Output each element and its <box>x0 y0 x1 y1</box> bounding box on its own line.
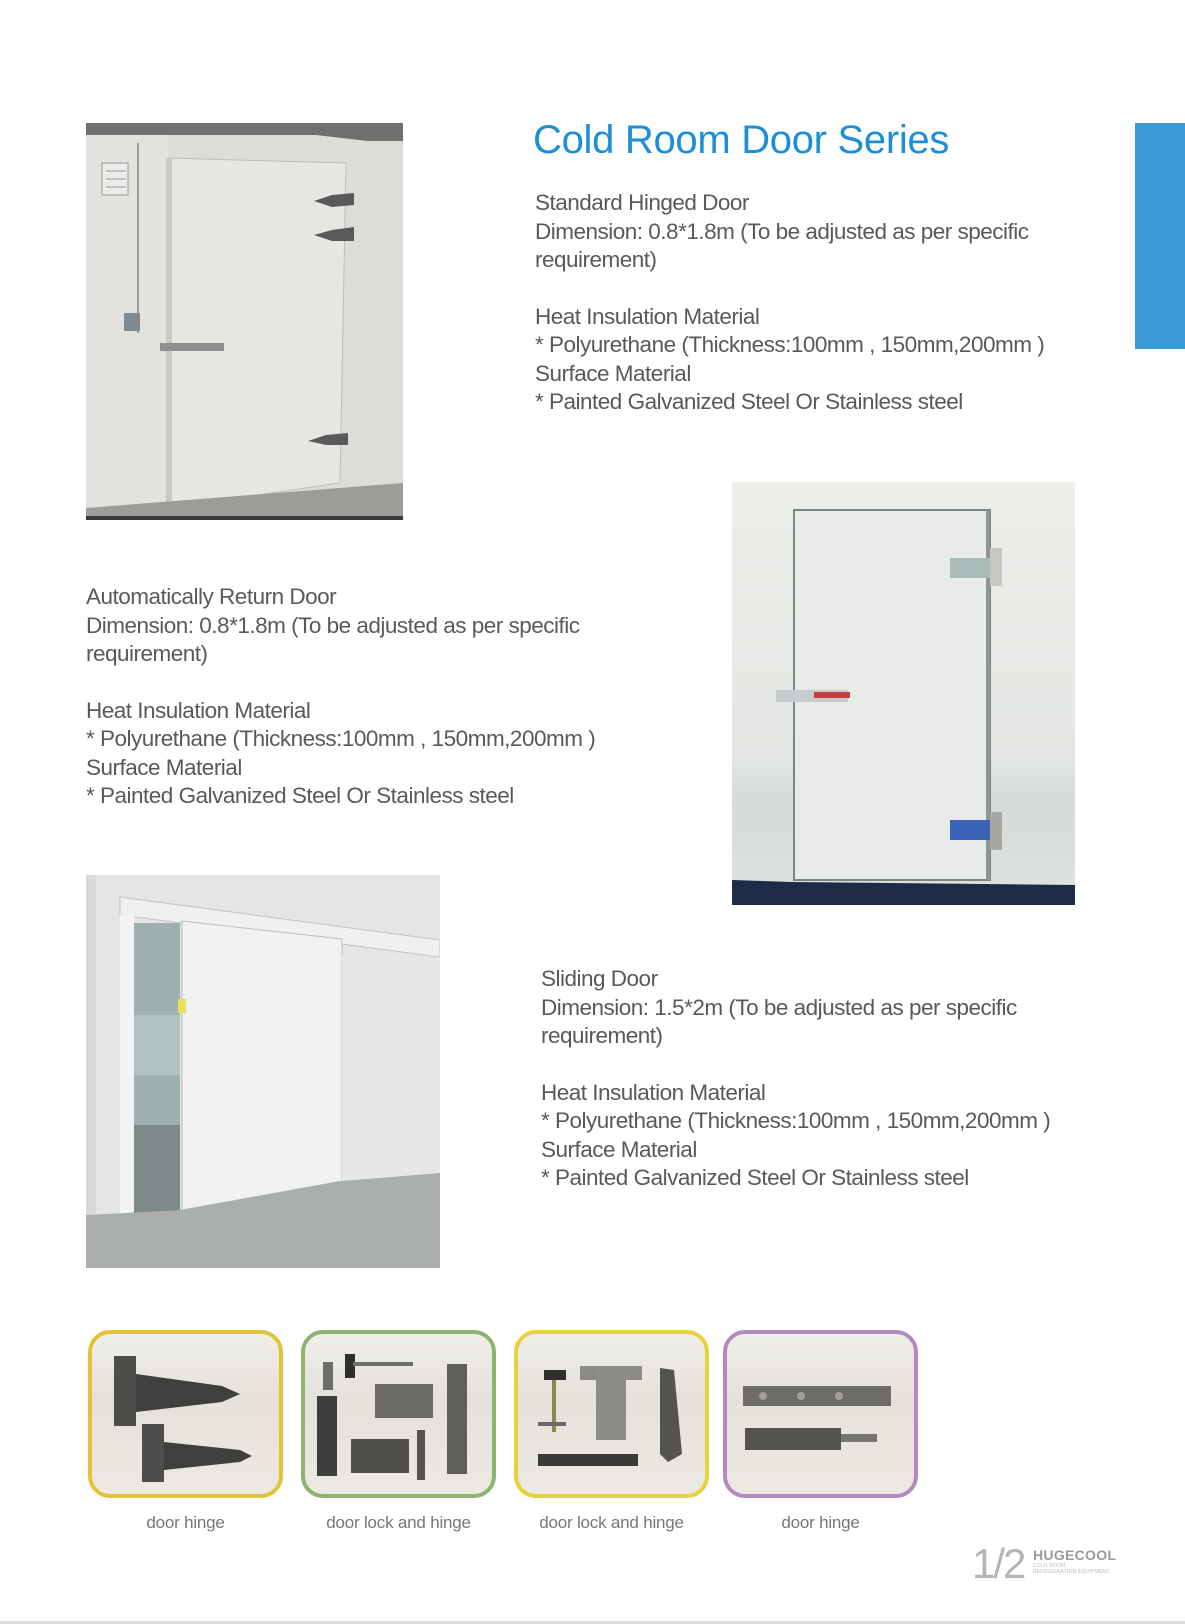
brand-name: HUGECOOL <box>1033 1547 1117 1563</box>
surface-heading: Surface Material <box>541 1136 697 1162</box>
surface-value: * Painted Galvanized Steel Or Stainless steel <box>541 1165 969 1190</box>
product-dimension-cont: requirement) <box>541 1023 663 1048</box>
accessory-caption: door hinge <box>781 1513 860 1532</box>
standard-hinged-door-photo <box>86 123 403 520</box>
insulation-heading: Heat Insulation Material <box>535 303 760 329</box>
accessory-door-lock-hinge-image <box>301 1330 496 1498</box>
brand-tagline-1: COLD ROOM <box>1033 1563 1066 1569</box>
surface-heading: Surface Material <box>535 360 691 386</box>
product-name: Automatically Return Door <box>86 584 337 609</box>
page-number: 1/2 <box>972 1540 1025 1587</box>
accessory-caption: door hinge <box>146 1513 225 1532</box>
product-dimension: Dimension: 0.8*1.8m (To be adjusted as per specific <box>86 612 580 638</box>
page-title: Cold Room Door Series <box>533 118 950 162</box>
insulation-heading: Heat Insulation Material <box>86 697 311 723</box>
product-dimension: Dimension: 0.8*1.8m (To be adjusted as per specific <box>535 218 1029 244</box>
accessory-door-hinge-image-2 <box>723 1330 918 1498</box>
surface-value: * Painted Galvanized Steel Or Stainless steel <box>86 783 514 808</box>
product-dimension: Dimension: 1.5*2m (To be adjusted as per specific <box>541 994 1017 1020</box>
insulation-heading: Heat Insulation Material <box>541 1079 766 1105</box>
sliding-door-photo <box>86 875 440 1268</box>
product-dimension-cont: requirement) <box>86 641 208 666</box>
product-name: Standard Hinged Door <box>535 190 749 215</box>
product-name: Sliding Door <box>541 966 658 991</box>
accessory-door-lock-hinge-image-2 <box>514 1330 709 1498</box>
brand-logo <box>1033 1548 1116 1575</box>
insulation-value: * Polyurethane (Thickness:100mm , 150mm,200mm ) <box>541 1108 1051 1133</box>
insulation-value: * Polyurethane (Thickness:100mm , 150mm,200mm ) <box>535 332 1045 357</box>
surface-heading: Surface Material <box>86 754 242 780</box>
product-spec-standard-hinged-door <box>535 189 1044 417</box>
accent-bar <box>1135 123 1185 349</box>
product-dimension-cont: requirement) <box>535 247 657 272</box>
surface-value: * Painted Galvanized Steel Or Stainless steel <box>535 389 963 414</box>
insulation-value: * Polyurethane (Thickness:100mm , 150mm,200mm ) <box>86 726 596 751</box>
product-spec-automatic-return-door <box>86 583 595 811</box>
brand-tagline-2: REFRIGERATION EQUIPMENT <box>1033 1569 1110 1575</box>
product-spec-sliding-door <box>541 965 1050 1193</box>
accessory-caption: door lock and hinge <box>539 1513 684 1532</box>
accessory-caption: door lock and hinge <box>326 1513 471 1532</box>
automatic-return-door-photo <box>732 482 1075 905</box>
accessory-door-hinge-image <box>88 1330 283 1498</box>
